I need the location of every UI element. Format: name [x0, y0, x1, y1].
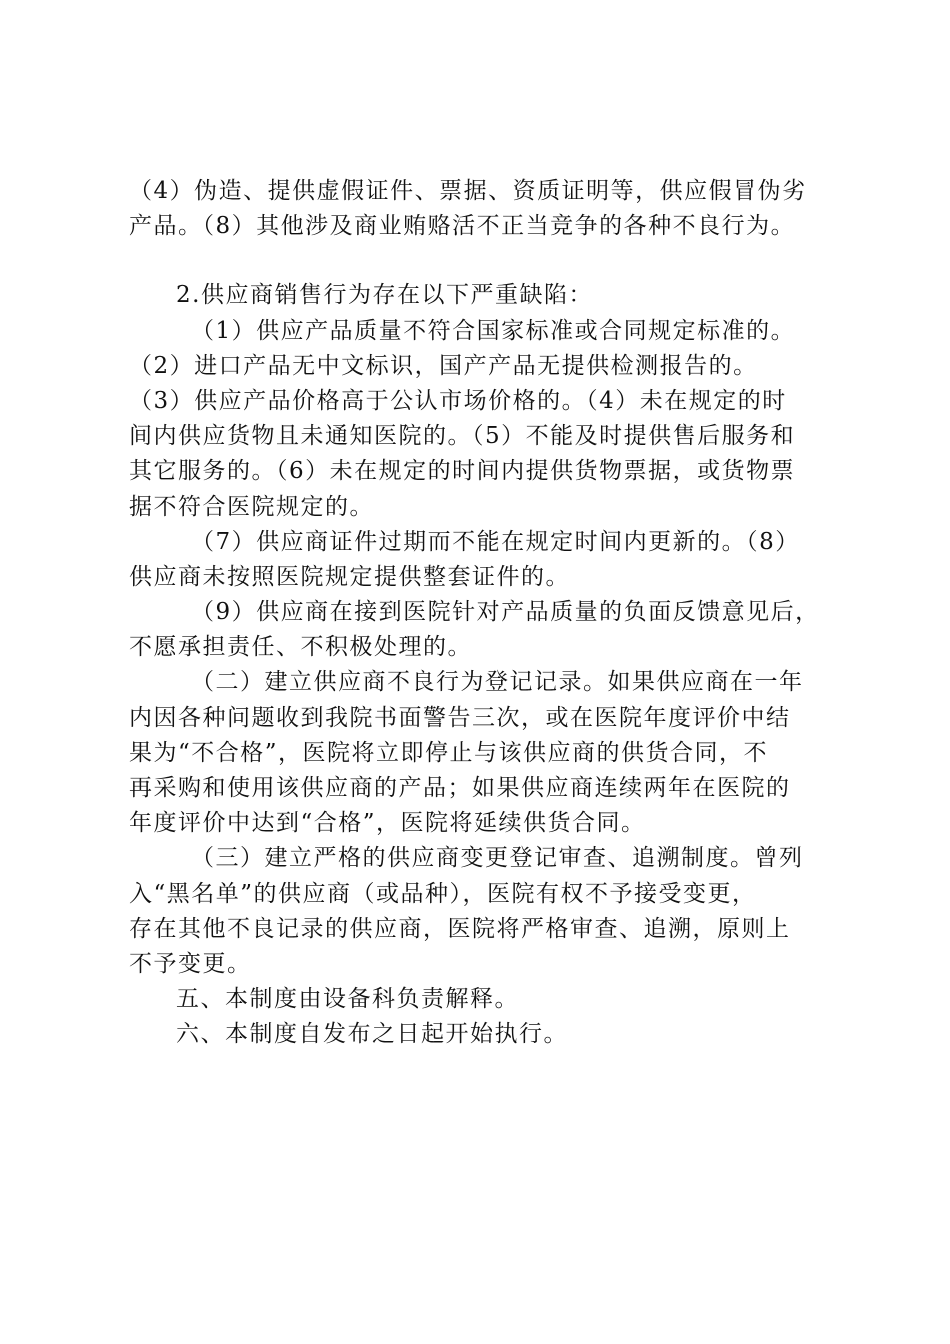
- text-line: 再采购和使用该供应商的产品；如果供应商连续两年在医院的: [129, 775, 791, 801]
- text-line: 入“黑名单”的供应商（或品种），医院有权不予接受变更，: [129, 880, 757, 907]
- section-heading: 2.供应商销售行为存在以下严重缺陷：: [176, 282, 593, 309]
- text-line: （3）供应产品价格高于公认市场价格的。（4）未在规定的时: [129, 387, 787, 414]
- text-line: （2）进口产品无中文标识，国产产品无提供检测报告的。: [129, 352, 758, 379]
- text-line: （7）供应商证件过期而不能在规定时间内更新的。（8）: [191, 528, 800, 555]
- text-line: 据不符合医院规定的。: [129, 493, 374, 520]
- text-line: 产品。（8）其他涉及商业贿赂活不正当竞争的各种不良行为。: [129, 213, 796, 240]
- text-line: 间内供应货物且未通知医院的。（5）不能及时提供售后服务和: [129, 423, 796, 450]
- text-line: （9）供应商在接到医院针对产品质量的负面反馈意见后，: [191, 599, 820, 626]
- text-line: （二）建立供应商不良行为登记记录。如果供应商在一年: [191, 669, 804, 696]
- text-line: 五、本制度由设备科负责解释。: [176, 986, 519, 1013]
- text-line: 其它服务的。（6）未在规定的时间内提供货物票据，或货物票: [129, 458, 796, 485]
- text-line: 存在其他不良记录的供应商，医院将严格审查、追溯，原则上: [129, 915, 791, 942]
- text-line: （4）伪造、提供虚假证件、票据、资质证明等，供应假冒伪劣: [129, 178, 807, 204]
- text-line: （1）供应产品质量不符合国家标准或合同规定标准的。: [191, 317, 796, 344]
- paragraph-gap: [129, 244, 832, 278]
- document-body: [129, 174, 832, 1053]
- text-line: 果为“不合格”，医院将立即停止与该供应商的供货合同，不: [129, 739, 769, 766]
- text-line: 不愿承担责任、不积极处理的。: [129, 634, 472, 661]
- text-line: 不予变更。: [129, 950, 252, 977]
- text-line: 年度评价中达到“合格”，医院将延续供货合同。: [129, 810, 646, 837]
- text-line: 供应商未按照医院规定提供整套证件的。: [129, 563, 570, 590]
- text-line: 六、本制度自发布之日起开始执行。: [176, 1021, 568, 1048]
- text-line: 内因各种问题收到我院书面警告三次，或在医院年度评价中结: [129, 704, 791, 731]
- text-line: （三）建立严格的供应商变更登记审查、追溯制度。曾列: [191, 845, 804, 872]
